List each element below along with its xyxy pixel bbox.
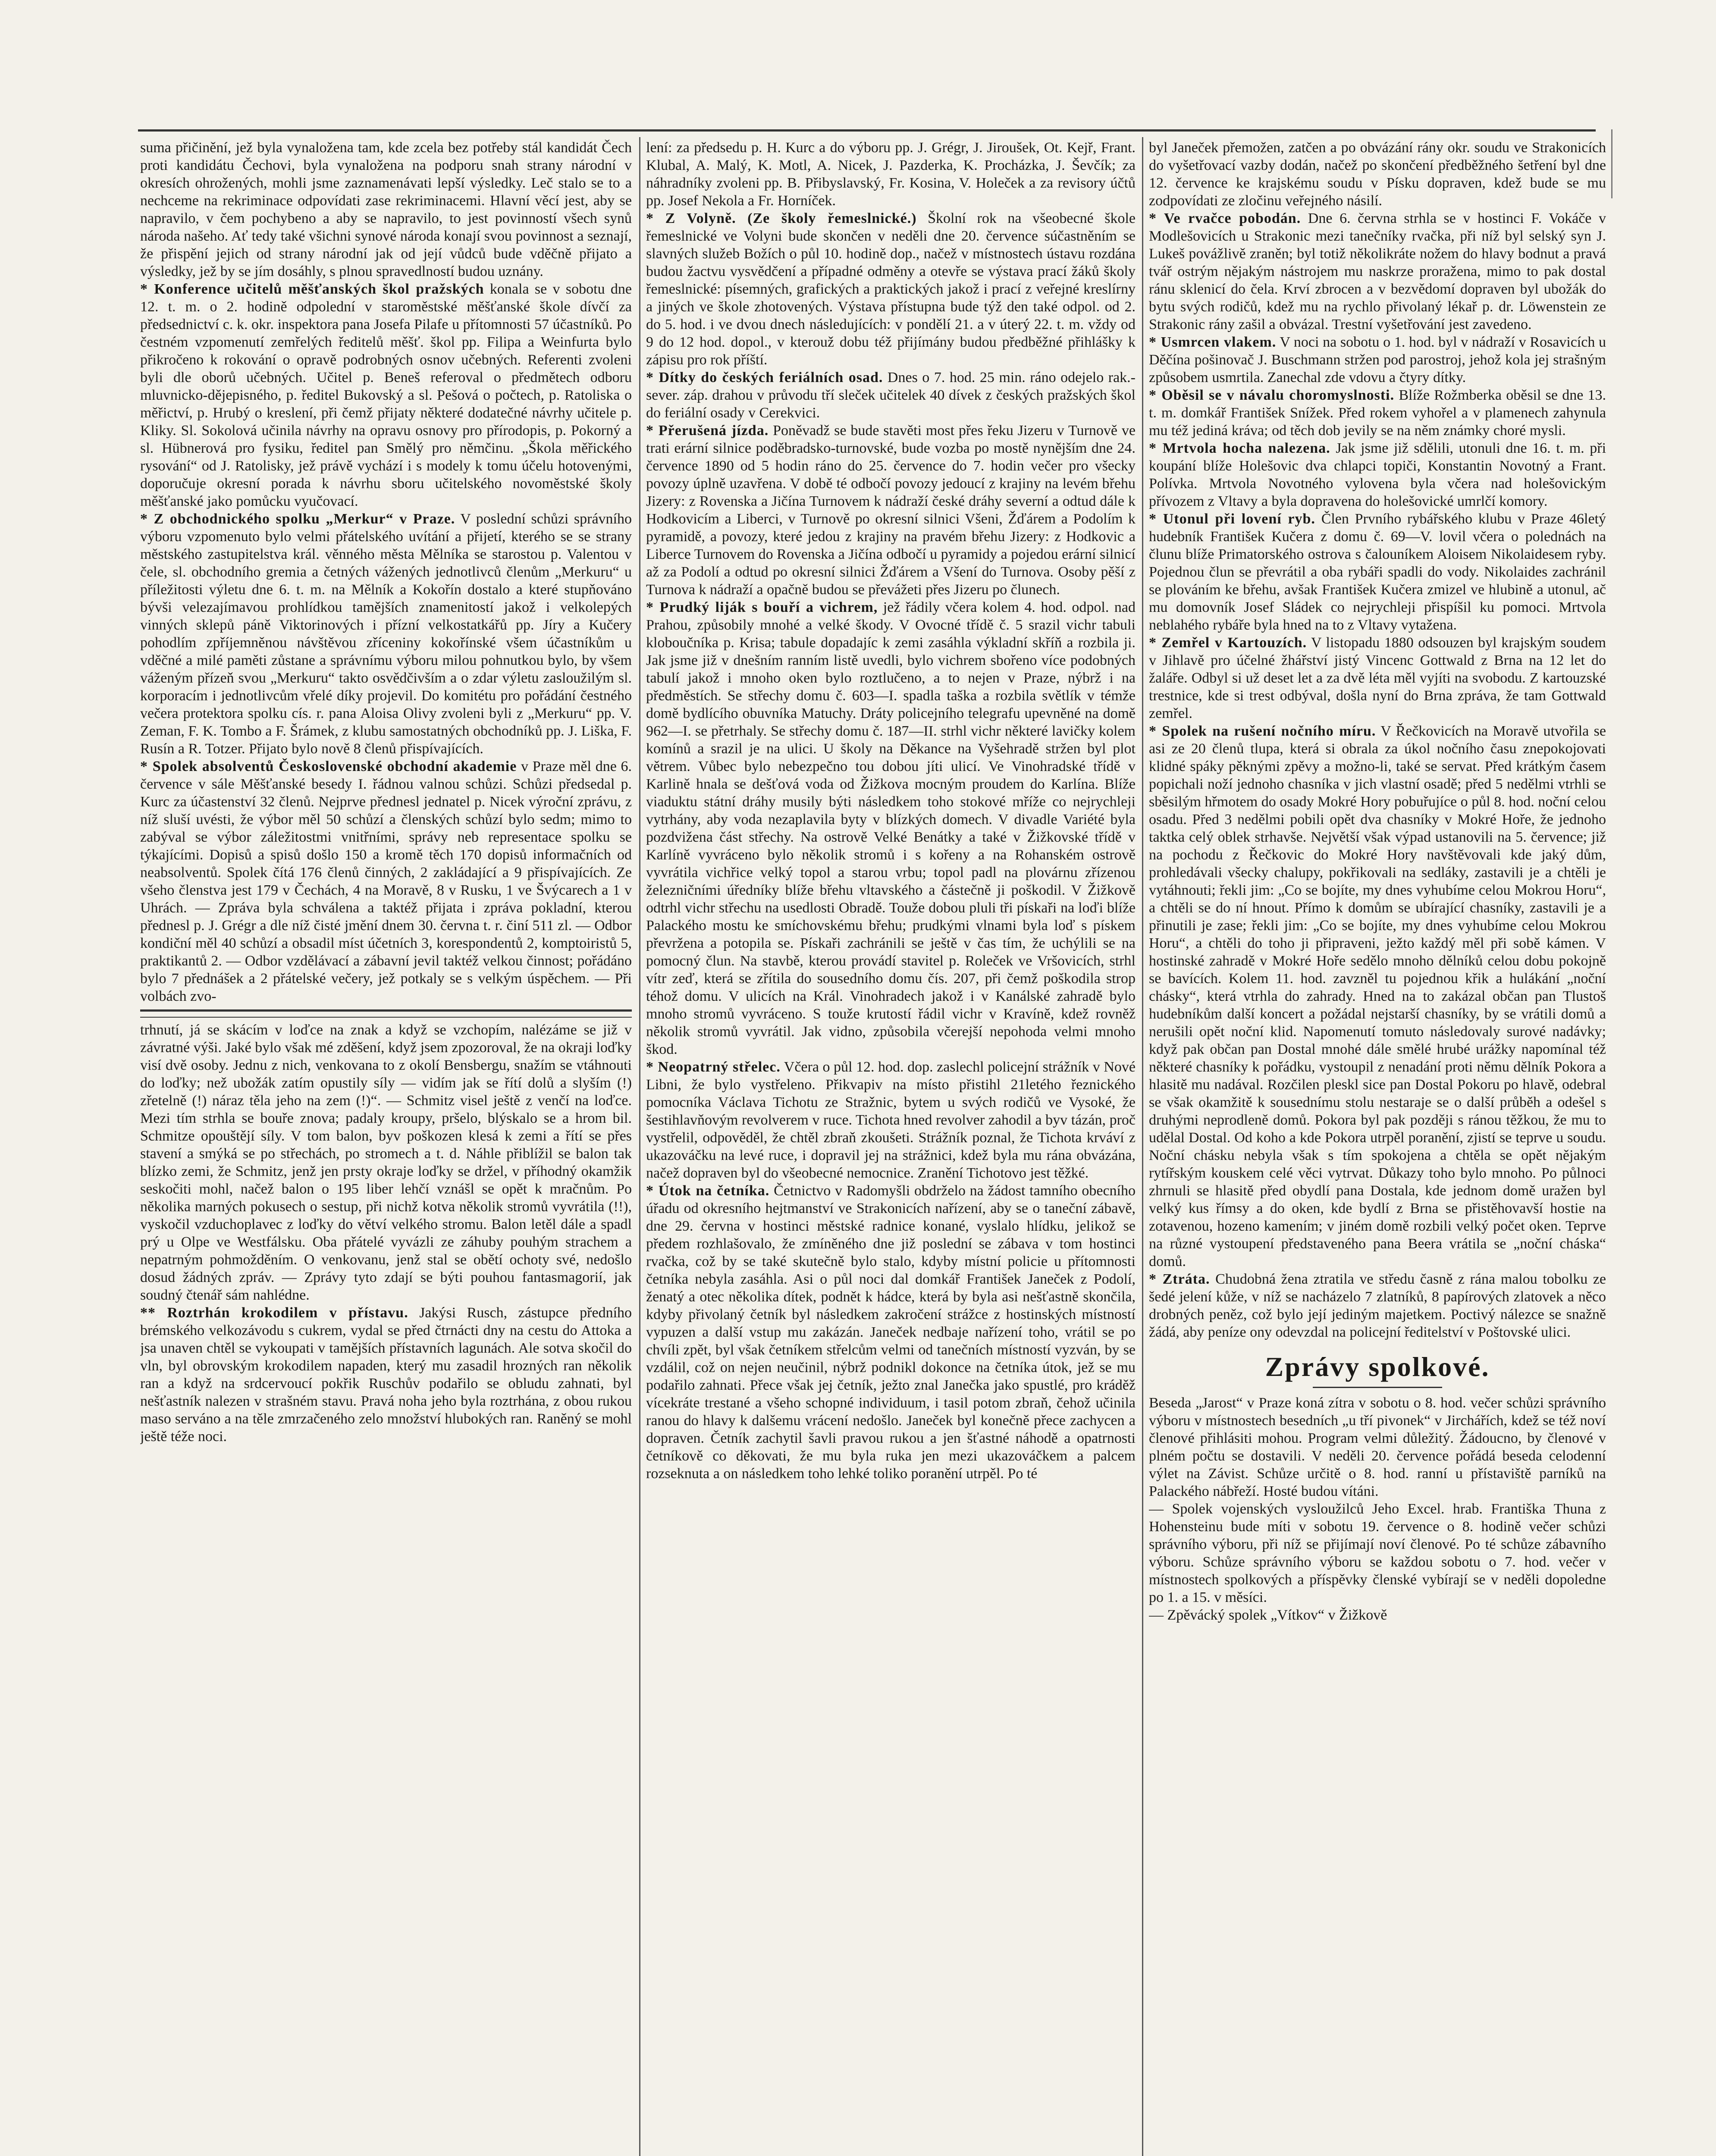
article-fisherman: * Utonul při lovení ryb. Člen Prvního rybářského klubu v Praze 46letý hudebník František Kučera z domu č. 69—V. lovil včera o polednách na člunu blíže Primatorského ostrova s čalouníkem Aloisem Nikolaidesem ryby. Pojednou člun se převrátil a oba rybáři spadli do vody. Nikolaides zachránil se plováním ke břehu, avšak František Kučera zmizel ve hlubině a utonul, ač mu domovník Josef Sládek co nejrychleji přispíšil ku pomoci. Mrtvola neblahého rybáře byla hned na to z Vltavy vytažena. (1149, 511, 1606, 633)
article-volyne: * Z Volyně. (Ze školy řemeslnické.) Školní rok na všeobecné škole řemeslnické ve Volyni bude skončen v neděli dne 20. července súčastněním se slavných služeb Božích o půl 10. hodině dop., načež v místnostech ústavu rozdána budou žactvu vysvědčení a případné odměny a otevře se výstava prací žáků školy řemeslnické: písemných, grafických a praktických jakož i prací z veřejné kreslírny a jiných ve škole zhotovených. Výstava přístupna bude týž den také odpol. od 2. do 5. hod. i ve dvou dnech následujících: v pondělí 21. a v úterý 22. t. m. vždy od 9 do 12 hod. dopol., v kterouž dobu též přijímány budou předběžné přihlášky k zápisu pro rok příští. (646, 210, 1136, 368)
article-merkur: * Z obchodnického spolku „Merkur“ v Praze. V poslední schůzi správního výboru vzpomenuto bylo velmi přátelského uvítání a přijetí, kterého se se strany městského zastupitelstva král. věnného města Mělníka se starostou p. Valentou v čele, sl. obchodního gremia a četných vážených jednotlivců členům „Merkuru“ u příležitosti výletu dne 6. t. m. na Mělník a Kokořín dostalo a které stupňováno bývši velezajímavou prohlídkou tamějších znamenitostí jakož i velkolepých vinných sklepů páně Viktorinových i přízní velkostatkářů pp. Jíry a Kučery pohodlím zpříjemněnou návštěvou zříceniny kokořínské všem účastníkům u vděčné a milé paměti zůstane a správnímu výboru milou pohnutkou bylo, by všem váženým přízeň svou „Merkuru“ takto osvědčivším a o zdar výletu zasloužilým sl. korporacím i jednotlivcům vřelé díky projevil. Do komitétu pro pořádání čestného večera protektora spolku cís. r. pana Aloisa Olivy zvoleni byli z „Merkuru“ pp. V. Zeman, F. K. Tombo a F. Šrámek, z klubu samostatných obchodníků pp. J. Liška, F. Rusín a R. Totzer. Přijato bylo nově 8 členů přispívajících. (140, 511, 632, 757)
article-headline: * Ve rvačce pobodán. (1149, 210, 1301, 226)
column-2 (646, 139, 1136, 2156)
article-headline: * Dítky do českých feriálních osad. (646, 370, 883, 385)
article-headline: * Usmrcen vlakem. (1149, 334, 1277, 350)
feuilleton-rule-thin (140, 1017, 632, 1018)
article-night-peace: * Spolek na rušení nočního míru. V Řečkovicích na Moravě utvořila se asi ze 20 členů tlupa, která si obrala za úkol nočního času znepokojovati klidné spáky pěknými zpěvy a možno-li, také se servat. Před krátkým časem popichali noží jednoho chasníka v jich vlastní osadě; před 5 nedělmi vtrhli se sběsilým hřmotem do osady Mokré Hory pobuřujíce o půl 8. hod. noční celou osadu. Před 3 nedělmi pobili opět dva chasníky v Mokré Hoře, že jednoho taktka celý oblek strhavše. Největší však výpad ustanovili na 5. července; již na pochodu z Řečkovic do Mokré Hory navštěvovali kde jaký dům, prohledávali všecky chalupy, pokřikovali na sedláky, zastavili je a chtěli je vytáhnouti; řekli jim: „Co se bojíte, my dnes vyhubíme celou Mokrou Horu“, a chtěli se do ní hnout. Přímo k domům se ubírající chasníky, zastavili je a přinutili je zase; řekli jim: „Co se bojíte, my dnes vyhubíme celou Mokrou Horu“, a chtěli do toho ji připraveni, ježto každý měl při sobě kámen. V hostinské zahradě v Mokré Hoře sedělo mnoho dělníků celou dobu pokojně se bavících. Kolem 11. hod. zavzněl tu pojednou křik a hulákání „noční chásky“, která vtrhla do zahrady. Hned na to zakázal občan pan Tlustoš hudebníkům další koncert a požádal nejstarší chasníky, by se vrátili domů a nerušili opět noční klid. Napomenutí tomuto následovaly surové nadávky; když pak občan pan Dostal mnohé dále smělé hrubé urážky napomínal též některé chasníky k pořádku, vystoupil z nenadání proti němu dělník Pokora a hlasitě mu nadával. Rozčilen pleskl sice pan Dostal Pokoru po hlavě, odebral se však okamžitě k sousednímu stolu nestaraje se o další průběh a odešel s druhými neprodleně domů. Pokora byl pak později s ránou těžkou, že mu to udělal Dostal. Od koho a kde Pokora utrpěl poranění, zjistí se teprve u soudu. Noční chásku nebyla však s tím spokojena a chtěla se opět nějakým rytířským kouskem celé věci vytrvat. Důkazy toho bylo mnoho. Po půlnoci zhrnuli se hlasitě před obydlí pana Dostala, kde jednom domě uražen byl velký kus římsy a do oken, kde bydlí z Brna se přistěhovavší hostie na zotavenou, hozeno kamením; v jiném domě rozbili velký počet oken. Teprve na různé vystoupení představeného pana Beera vrátila se „noční cháska“ domů. (1149, 723, 1606, 1269)
article-headline: * Prudký liják s bouří a vichrem, (646, 599, 878, 615)
section-title: Zprávy spolkové. (1265, 1351, 1490, 1382)
article-kartouzy: * Zemřel v Kartouzích. V listopadu 1880 odsouzen byl krajským soudem v Jihlavě pro účelné žhářství jistý Vincenc Gottwald z Brna na 12 let do žaláře. Odbyl si už deset let a za dvě léta měl vyjíti na svobodu. Z kartouzské trestnice, kde si trest odbýval, došla nyní do Brna zpráva, že tam Gottwald zemřel. (1149, 635, 1606, 721)
article-headline: * Zemřel v Kartouzích. (1149, 635, 1307, 651)
column-separator-2 (1142, 137, 1143, 2156)
article-children: * Dítky do českých feriálních osad. Dnes o 7. hod. 25 min. ráno odejelo rak.-sever. záp. drahou v průvodu tří sleček učitelek 40 dívek z českých pražských škol do feriální osady v Cerekvici. (646, 370, 1136, 421)
club-news-veterans: — Spolek vojenských vysloužilců Jeho Excel. hrab. Františka Thuna z Hohensteinu bude míti v sobotu 19. července o 8. hodině večer schůzi správního výboru, při níž se přijímají noví členové. Po té schůze zábavního výboru. Schůze správního výboru se každou sobotu o 7. hod. večer v místnostech spolkových a příspěvky členské vybírají se v neděli dopoledne po 1. a 15. v měsíci. (1149, 1501, 1606, 1605)
article-janecek-continuation: byl Janeček přemožen, zatčen a po obvázání rány okr. soudu ve Strakonicích do vyšetřovací vazby dodán, načež po skončení předběžného šetření byl dne 12. července ke krajskému soudu v Písku dopraven, kdež bude se mu zodpovídati ze zločinu veřejného násilí. (1149, 140, 1606, 209)
article-stabbing: * Ve rvačce pobodán. Dne 6. června strhla se v hostinci F. Vokáče v Modlešovicích u Strakonic mezi tanečníky rvačka, při níž byl selský syn J. Lukeš povážlivě zraněn; byl totiž několikráte nožem do hlavy bodnut a pravá tvář ostrým nějakým nástrojem mu naskrze proražena, mimo to pak dostal ránu sklenicí do čela. Krví zbrocen a v bezvědomí dopraven byl ubožák do bytu svých rodičů, kdež mu na rychlo přivolaný lékař p. dr. Löwenstein ze Strakonic rány zašil a obvázal. Trestní vyšetřování jest zavedeno. (1149, 210, 1606, 332)
top-rule (138, 129, 1596, 132)
section-rule (1313, 1387, 1442, 1388)
article-interrupted-ride: * Přerušená jízda. Poněvadž se bude stavěti most přes řeku Jizeru v Turnově ve trati erární silnice poděbradsko-turnovské, bude vozba po mostě nynějším dne 24. července 1890 od 5 hodin ráno do 25. července do 7. hodin večer pro všecky povozy úplně uzavřena. V době té odbočí povozy jedoucí z krajiny na levém břehu Jizery: z Rovenska a Jičína Turnovem k nádraží české dráhy severní a odtud dále k Hodkovicím a Liberci, v Turnově po okresní silnici Všeni, Žďárem a Podolím k pyramidě, a povozy, které jedou z krajiny na pravém břehu Jizery: z Hodkovic a Liberce Turnovem do Rovenska a Jičína odbočí u pyramidy a pojedou erární silnicí až za Podolí a odtud po okresní silnici Žďárem a Všení do Turnova. Osoby pěší z Turnova k nádraží a opačně budou se převážeti přes Jizeru po člunech. (646, 423, 1136, 598)
article-headline: * Útok na četníka. (646, 1183, 770, 1199)
article-loss: * Ztráta. Chudobná žena ztratila ve středu časně z rána malou tobolku ze šedé jelení kůže, v níž se nacházelo 7 zlatníků, 8 papírových zlatovek a něco drobných peněz, což bylo její jediným majetkem. Poctivý nálezce se snažně žádá, aby peníze ony odevzdal na policejní ředitelství v Poštovské ulici. (1149, 1271, 1606, 1340)
article-headline: * Ztráta. (1149, 1271, 1210, 1287)
article-headline: * Z Volyně. (Ze školy řemeslnické.) (646, 210, 917, 226)
article-headline: * Spolek na rušení nočního míru. (1149, 723, 1376, 739)
article-shooter: * Neopatrný střelec. Včera o půl 12. hod. dop. zaslechl policejní strážník v Nové Libni, že bylo vystřeleno. Přikvapiv na místo přistihl 21letého řeznického pomocníka Václava Tichotu ze Stražnic, bytem u svých rodičů ve Vysoké, že šestihlavňovým revolverem v ruce. Tichota hned revolver zahodil a byv tázán, proč vystřelil, odpověděl, že chtěl zbraň zkoušeti. Strážník poznal, že Tichota krváví z ukazováčku na levé ruce, i dopravil jej na strážnici, kdež byla mu rána obvázána, načež dopraven byl do všeobecné nemocnice. Zranění Tichotovo jest těžké. (646, 1059, 1136, 1181)
article-gendarme-attack: * Útok na četníka. Četnictvo v Radomyšli obdrželo na žádost tamního obecního úřadu od okresního hejtmanství ve Strakonicích nařízení, aby se o taneční zábavě, dne 29. června v hostinci městské radnice konané, vyslalo hlídku, jelikož se předem rozhlašovalo, že zmíněného dne již poslední se zábava v tom hostinci rvačka, což by se také skutečně bylo stalo, kdyby místní policie u přítomnosti četníka nebyla zasáhla. Asi o půl noci dal domkář František Janeček z Podolí, ženatý a otec několika dítek, podnět k hádce, která by byla asi nešťastně skončila, kdyby přivolaný četník byl následkem zakročení strážce z hostinských místností vypuzen a další vstup mu zakázán. Janeček nedbaje nařízení toho, vrátil se po chvíli zpět, byl však četníkem střelcům velmi od tanečních místností vyzván, by se vzdálil, což on nejen neučinil, nýbrž podnikl dokonce na četníka útok, jež se mu podařilo zahnati. Přece však jej četník, ježto znal Janečka jako spustlé, pro kráděž vícekráte trestané a všeho schopné individuum, i tasil potom zbraň, čehož učinila ranou do hlavy k dalšemu vrácení nedošlo. Janeček byl konečně přece zachycen a dopraven. Četník zachytil šavli pravou rukou a jen šťastné náhodě a opatrnosti četníkově co děkovati, že mu byla ruka jen mezi ukazováčkem a palcem rozseknuta a on následkem toho lehké toliko poranění utrpěl. Po té (646, 1183, 1136, 1482)
article-crocodile: ** Roztrhán krokodilem v přístavu. Jakýsi Rusch, zástupce předního brémského velkozávodu s cukrem, vydal se před čtrnácti dny na cestu do Attoka a jsa unaven chtěl se vykoupati v tamějších přístavních lagunách. Ale sotva skočil do vln, byl obrovským krokodilem napaden, který mu zasadil hrozných ran několik ran a když na srdcervoucí pokřik Ruschův podařilo se obludu zahnati, byl nešťastník nalezen v strašném stavu. Pravá noha jeho byla roztrhána, z obou rukou maso serváno a na těle zmrzačeného zelo množství hlubokých ran. Raněný se mohl ještě téže noci. (140, 1305, 632, 1445)
article-elections: lení: za předsedu p. H. Kurc a do výboru pp. J. Grégr, J. Jiroušek, Ot. Kejř, Frant. Klubal, A. Malý, K. Motl, A. Nicek, J. Pazderka, K. Procházka, J. Ševčík; za náhradníky zvoleni pp. B. Přibyslavský, Fr. Kosina, V. Holeček a za revisory účtů pp. Josef Nekola a Fr. Horníček. (646, 140, 1136, 209)
article-boy-found: * Mrtvola hocha nalezena. Jak jsme již sdělili, utonuli dne 16. t. m. při koupání blíže Holešovic dva chlapci topiči, Konstantin Novotný a Frant. Polívka. Mrtvola Novotného vylovena byla včera nad holešovickým přívozem z Vltavy a byla dopravena do holešovické umrlčí komory. (1149, 440, 1606, 509)
article-storm: * Prudký liják s bouří a vichrem, jež řádily včera kolem 4. hod. odpol. nad Prahou, způsobily mnohé a velké škody. V Ovocné třídě č. 5 srazil vichr tabuli kloboučníka p. Krisa; tabule dopadajíc k zemi zasáhla výkladní skříň a rozbila ji. Jak jsme již v dnešním ranním listě uvedli, bylo vichrem sbořeno více podobných tabulí jakož i mnoho oken bylo roztlučeno, a to nejen v Praze, nýbrž i na předměstích. Se střechy domu č. 603—I. spadla taška a rozbila světlík v témže domě bydlícího obuvníka Matuchy. Dráty policejního telegrafu upevněné na domě 962—I. se přetrhaly. Se střechy domu č. 187—II. strhl vichr některé lavičky kolem komínů a srazil je na ulici. U školy na Děkance na Vyšehradě stržen byl plot větrem. Vůbec bylo nebezpečno tou dobou jíti ulicí. Ve Vinohradské třídě v Karlině hnala se dešťová voda od Žižkova mocným proudem do Karlína. Blíže viaduktu státní dráhy musily býti následkem toho stokové mříže co nejrychleji vytrhány, aby voda nezaplavila byty v blízkých domech. V divadle Variété byla pozdvižena část střechy. Na ostrově Velké Benátky a také v Žižkovské třídě v Karlíně vyvráceno bylo několik stromů i s kořeny a na Rohanském ostrově vyvrátila vichřice velký topol a starou vrbu; topol padl na plovárnu zřízenou železničními úředníky blíže břehu vltavského a částečně ji poškodil. V Žižkově odtrhl vichr střechu na usedlosti Obradě. Touže dobou pluli tři pískaři na loďi blíže Palackého mostu ke smíchovskému břehu; prudkými vlnami byla loď s pískem převržena a potopila se. Pískaři zachránili se ještě v čas tím, že uchýlili se na pomocný člun. Na stavbě, kterou provádí stavitel p. Roleček ve Vršovicích, strhl vítr zeď, která se zřítila do sousedního domu čís. 207, při čemž poškodila strop téhož domu. V ulicích na Král. Vinohradech jakož i v Kanálské zahradě bylo mnoho stromů vyvráceno. S touže krutostí řádil vichr v Kravíně, kdež rovněž několik stromů vyvrátil. Jak vidno, způsobila včerejší nepohoda velmi mnoho škod. (646, 599, 1136, 1057)
column-separator-1 (639, 137, 640, 2156)
column-1 (140, 139, 632, 2156)
article-headline: * Utonul při lovení ryb. (1149, 511, 1315, 527)
article-continuation: suma přičinění, jež byla vynaložena tam, kde zcela bez potřeby stál kandidát Čech proti kandidátu Čechovi, byla vynaložena na podporu snah strany národní v okresích ohrožených, mohli jsme zaznamenávati lepší výsledky. Leč stalo se to a nechceme na rekriminace odpovídati zase rekriminacemi. Hlavní věcí jest, aby se napravilo, v čem pochybeno a aby se napravilo, to jest povinností všech synů národa našeho. Ať tedy také všichni synové národa konají svou povinnost a seznají, že přispění jejich od strany národní jak od její vůdců bude vděčně přijato a výsledky, jež by se jím dosáhly, s plnou spravedlností budou uznány. (140, 140, 632, 279)
club-news-vitkov: — Zpěvácký spolek „Vítkov“ v Žižkově (1149, 1607, 1387, 1623)
article-headline: ** Roztrhán krokodilem v přístavu. (140, 1305, 408, 1321)
article-absolvents: * Spolek absolventů Československé obchodní akademie v Praze měl dne 6. července v sále Měšťanské besedy I. řádnou valnou schůzi. Schůzi předsedal p. Kurc za účastenství 32 členů. Nejprve přednesl jednatel p. Nicek výroční zprávu, z níž sluší uvésti, že výbor měl 50 schůzí a členských schůzí bylo sedm; mimo to zabýval se výbor záležitostmi vnitřními, správy neb representace spolku se týkajícími. Dopisů a spisů došlo 150 a kromě těch 170 dopisů informačních od neabsolventů. Spolek čítá 176 členů činných, 2 zakládající a 9 přispívajících. Ze všeho členstva jest 179 v Čechách, 4 na Moravě, 8 v Rusku, 1 ve Švýcarech a 1 v Uhrách. — Zpráva byla schválena a taktéž přijata i zpráva pokladní, kterou přednesl p. J. Grégr a dle níž čisté jmění dnem 30. června t. r. činí 511 zl. — Odbor kondiční měl 40 schůzí a obsadil míst účetních 3, korespondentů 2, komptoiristů 5, praktikantů 2. — Odbor vzdělávací a zábavní jevil taktéž velkou činnost; pořádáno bylo 7 přednášek a 2 přátelské večery, jež potkaly se s velkým úspěchem. — Při volbách zvo- (140, 758, 632, 1004)
article-teachers-conference: * Konference učitelů měšťanských škol pražských konala se v sobotu dne 12. t. m. o 2. hodině odpolední v staroměstské měšťanské škole dívčí za předsednictví c. k. okr. inspektora pana Josefa Pilafe u přítomnosti 57 účastníků. Po čestném vzpomenutí zemřelých ředitelů měšť. škol pp. Filipa a Weinfurta bylo přikročeno k rokování o opravě podrobných osnov učebných. Referenti zvoleni byli dle oborů učebných. Učitel p. Beneš referoval o předmětech odboru mluvnicko-dějepisného, p. ředitel Bukovský a sl. Pešová o počtech, p. Ratoliska o měřictví, p. Hrubý o kreslení, při čemž přijaty některé dodatečné návrhy učitele p. Kliky. Sl. Sokolová učinila návrhy na opravu osnovy pro přírodopis, p. Pokorný a sl. Hübnerová pro fysiku, ředitel pan Smělý pro němčinu. „Škola měřického rysování“ od J. Ratolisky, jež právě vychází i s modely k tomu účelu hotovenými, doporučuje okresní porada k návrhu sboru učitelského novoměstské školy měšťanské jako pomůcku vyučovací. (140, 281, 632, 509)
article-train: * Usmrcen vlakem. V noci na sobotu o 1. hod. byl v nádraží v Rosavicích u Děčína pošinovač J. Buschmann stržen pod parostroj, jehož kola jej strašným způsobem usmrtila. Zanechal zde vdovu a čtyry dítky. (1149, 334, 1606, 385)
margin-mark (1611, 129, 1620, 198)
article-headline: * Neopatrný střelec. (646, 1059, 781, 1075)
article-headline: * Spolek absolventů Československé obchodní akademie (140, 758, 517, 774)
article-hanging: * Oběsil se v návalu choromyslnosti. Blíže Rožmberka oběsil se dne 13. t. m. domkář František Snížek. Před rokem vyhořel a v plamenech zahynula mu též jediná kráva; od těch dob jevily se na něm známky choré mysli. (1149, 387, 1606, 439)
article-headline: * Z obchodnického spolku „Merkur“ v Praze. (140, 511, 455, 527)
article-headline: * Přerušená jízda. (646, 423, 769, 439)
article-headline: * Konference učitelů měšťanských škol pražských (140, 281, 484, 297)
column-3 (1149, 139, 1606, 2156)
article-headline: * Mrtvola hocha nalezena. (1149, 440, 1330, 456)
club-news-jarost: Beseda „Jarost“ v Praze koná zítra v sobotu o 8. hod. večer schůzi správního výboru v místnostech besedních „u tří pivonek“ v Jirchářích, kdež se též noví členové přihlásiti mohou. Program velmi důležitý. Žádoucno, by členové v plném počtu se dostavili. V neděli 20. července pořádá beseda celodenní výlet na Závist. Schůze určitě o 8. hod. ranní u přístaviště parníků na Palackého nábřeží. Hosté budou vítáni. (1149, 1395, 1606, 1499)
feuilleton-rule (140, 1009, 632, 1012)
article-balloon: trhnutí, já se skácím v loďce na znak a když se vzchopím, nalézáme se již v závratné výši. Jaké bylo však mé zděšení, když jsem zpozoroval, že na okraji loďky visí dvě osoby. Jednu z nich, venkovana to z okolí Bensbergu, snažím se vtáhnouti do loďky; než ubožák zatím opustily síly — vidím jak se řítí dolů a slyším (!) zřetelně (!) náraz těla jeho na zem (!)“. — Schmitz visel ještě z venčí na loďce. Mezi tím strhla se bouře znova; padaly kroupy, pršelo, blýskalo se a hrom bil. Schmitze opouštějí síly. V tom balon, byv poškozen klesá k zemi a řítí se přes stavení a smýká se po střechách, po stromech a t. d. Náhle přiblížil se balon tak blízko zemi, že Schmitz, jenž jen prsty okraje loďky se držel, v příhodný okamžik seskočiti mohl, načež balon o 195 liber lehčí vznášl se opět k mračnům. Po několika marných pokusech o sestup, při nichž kotva několik stromů vyvrátila (!!), vyskočil vzduchoplavec z loďky do větví velkého stromu. Balon letěl dále a spadl prý u Olpe ve Westfálsku. Oba přátelé vyvázli ze záhuby pouhým strachem a nepatrným pohmožděním. O venkovanu, jenž stal se obětí ochoty své, nedošlo dosud žádných zpráv. — Zprávy tyto zdají se býti pouhou fantasmagorií, jak soudný čtenář sám nahlédne. (140, 1022, 632, 1303)
article-headline: * Oběsil se v návalu choromyslnosti. (1149, 387, 1395, 403)
